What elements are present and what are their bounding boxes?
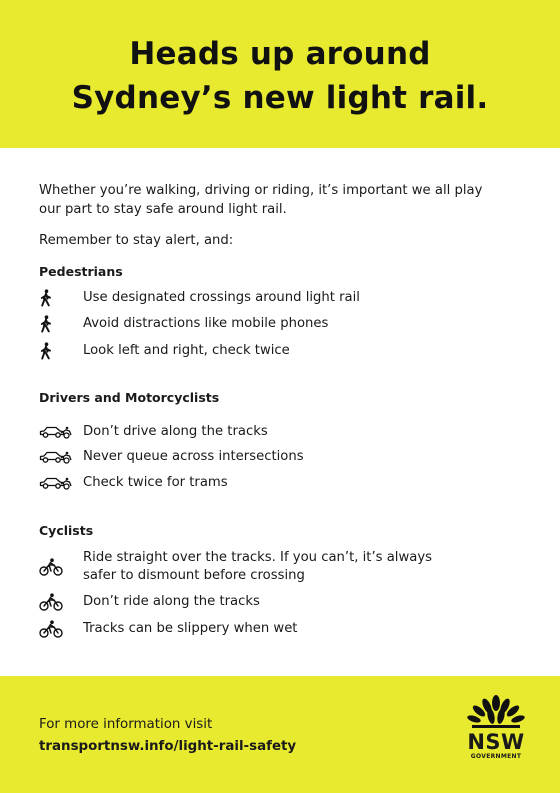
list-item: Avoid distractions like mobile phones <box>39 315 529 333</box>
intro-line-2: our part to stay safe around light rail. <box>39 202 287 217</box>
list-item: Tracks can be slippery when wet <box>39 620 529 638</box>
car-motorcycle-icon <box>39 474 83 492</box>
list-item: Look left and right, check twice <box>39 342 529 360</box>
info-url[interactable]: transportnsw.info/light-rail-safety <box>39 739 297 754</box>
pedestrian-icon <box>39 342 83 360</box>
title-line-1: Heads up around <box>129 36 431 72</box>
cyclist-tip-1: Ride straight over the tracks. If you can’t, it’s always safer to dismount before crossing <box>83 550 433 583</box>
pedestrian-icon <box>39 289 83 307</box>
drivers-heading: Drivers and Motorcyclists <box>39 390 220 405</box>
list-item: Use designated crossings around light rail <box>39 289 529 307</box>
pedestrian-icon <box>39 315 83 333</box>
cyclists-heading: Cyclists <box>39 523 94 538</box>
nsw-government-logo <box>464 694 528 776</box>
main-content <box>39 181 529 638</box>
cyclist-icon <box>39 620 83 638</box>
list-item <box>39 549 529 585</box>
logo-text: NSW <box>467 730 525 754</box>
car-motorcycle-icon <box>39 423 83 441</box>
header-banner <box>0 0 560 148</box>
page-title <box>0 32 560 120</box>
cyclist-icon <box>39 593 83 611</box>
list-item: Don’t drive along the tracks <box>39 423 529 441</box>
cyclist-icon <box>39 549 83 585</box>
footer-banner <box>0 676 560 793</box>
waratah-icon <box>464 694 528 730</box>
intro-line-1: Whether you’re walking, driving or riding, it’s important we all play <box>39 183 483 198</box>
list-item: Don’t ride along the tracks <box>39 593 529 611</box>
info-label: For more information visit <box>39 717 213 732</box>
pedestrians-heading: Pedestrians <box>39 264 123 279</box>
list-item: Never queue across intersections <box>39 448 529 466</box>
intro-paragraph <box>39 181 529 219</box>
remember-text: Remember to stay alert, and: <box>39 233 234 248</box>
list-item: Check twice for trams <box>39 474 529 492</box>
car-motorcycle-icon <box>39 448 83 466</box>
logo-subtext: GOVERNMENT <box>470 753 522 760</box>
title-line-2: Sydney’s new light rail. <box>71 80 489 116</box>
